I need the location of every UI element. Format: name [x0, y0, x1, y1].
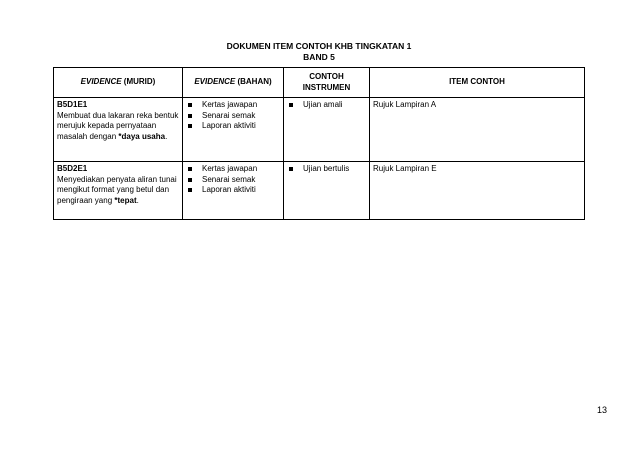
list-item: Ujian bertulis: [287, 164, 366, 175]
table-row: [54, 98, 585, 162]
cell-evidence-bahan: [183, 98, 284, 162]
list-item: Senarai semak: [186, 175, 280, 186]
table-row: [54, 162, 585, 220]
header-evidence-bahan-em: EVIDENCE: [194, 77, 236, 87]
document-title: [0, 41, 638, 63]
list-item: Laporan aktiviti: [186, 185, 280, 196]
evidence-emphasis: *daya usaha: [118, 131, 166, 141]
bahan-list: [186, 164, 280, 196]
header-contoh-line2: INSTRUMEN: [302, 82, 351, 92]
header-contoh-instrumen: [284, 68, 370, 98]
evidence-tail: .: [136, 195, 139, 205]
list-item: Ujian amali: [287, 100, 366, 111]
cell-contoh-instrumen: [284, 162, 370, 220]
header-evidence-bahan: [183, 68, 284, 98]
bahan-list: [186, 100, 280, 132]
page-number: 13: [596, 405, 607, 415]
title-line-1: DOKUMEN ITEM CONTOH KHB TINGKATAN 1: [226, 41, 412, 51]
list-item: Laporan aktiviti: [186, 121, 280, 132]
evidence-table: [53, 67, 585, 220]
list-item: Kertas jawapan: [186, 100, 280, 111]
list-item: Senarai semak: [186, 111, 280, 122]
evidence-emphasis: *tepat: [114, 195, 137, 205]
header-item-contoh: ITEM CONTOH: [370, 68, 585, 98]
evidence-description: Membuat dua lakaran reka bentuk merujuk kepada pernyataan masalah dengan: [57, 110, 179, 141]
instrumen-list: [287, 164, 366, 175]
cell-evidence-murid: [54, 162, 183, 220]
evidence-code: B5D1E1: [57, 100, 88, 109]
header-evidence-murid-rest: (MURID): [121, 77, 156, 87]
header-evidence-bahan-rest: (BAHAN): [235, 77, 272, 87]
evidence-description: Menyediakan penyata aliran tunai mengikut format yang betul dan pengiraan yang: [57, 174, 177, 205]
list-item: Kertas jawapan: [186, 164, 280, 175]
table-header-row: [54, 68, 585, 98]
cell-evidence-murid: [54, 98, 183, 162]
instrumen-list: [287, 100, 366, 111]
header-evidence-murid-em: EVIDENCE: [80, 77, 122, 87]
header-evidence-murid: [54, 68, 183, 98]
cell-contoh-instrumen: [284, 98, 370, 162]
cell-item-contoh: Rujuk Lampiran A: [370, 98, 585, 162]
header-contoh-line1: CONTOH: [309, 72, 344, 81]
title-line-2: BAND 5: [303, 52, 335, 62]
evidence-code: B5D2E1: [57, 164, 88, 173]
cell-item-contoh: Rujuk Lampiran E: [370, 162, 585, 220]
evidence-tail: .: [165, 131, 168, 141]
cell-evidence-bahan: [183, 162, 284, 220]
